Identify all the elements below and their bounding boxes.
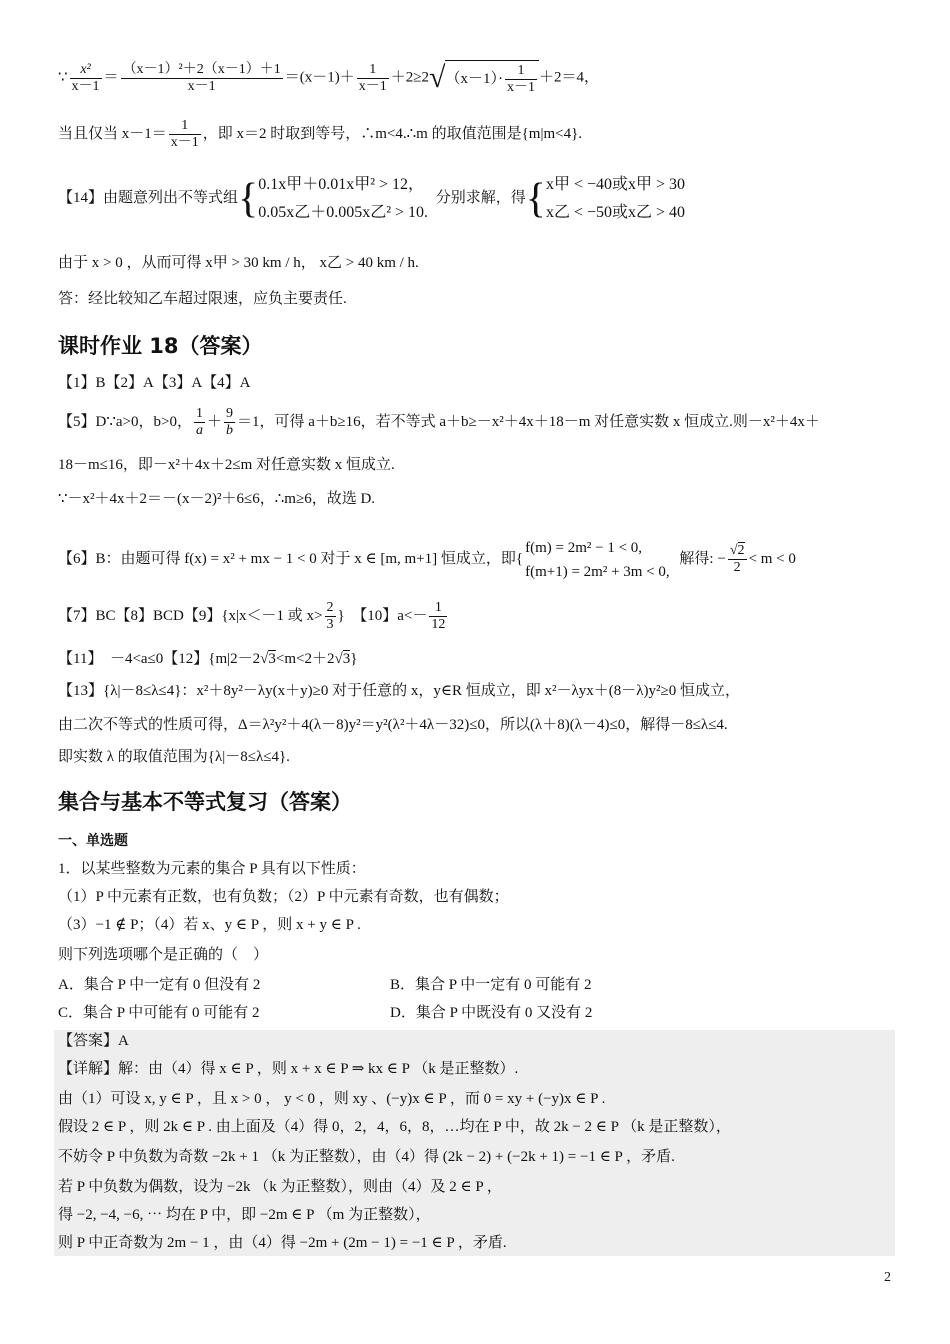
q1-stem: 1．以某些整数为元素的集合 P 具有以下性质： [58,861,366,877]
q6-line: 【6】B：由题可得 f(x) = x² + mx − 1 < 0 对于 x ∈ [m, m+1] 恒成立，即{ f(m) = 2m² − 1 < 0, f(m+1) = 2m² + 3m < 0, 解得: − $\frac{√2}{2}$ < m < 0 [58,532,796,586]
answer-label: 【答案】A [58,1033,129,1049]
q6-fraction: $\frac{√2}{2}$ [729,543,745,576]
inequality-system-1: 0.1x甲＋0.01x甲² > 12， 0.05x乙＋0.005x乙² > 10. [258,175,429,221]
because-symbol: ∵ [58,69,68,86]
option-c: C．集合 P 中可能有 0 可能有 2 [58,1005,260,1021]
answers-1-4: 【1】B【2】A【3】A【4】A [58,375,251,391]
left-brace: { [238,175,259,222]
detail-line-1: 【详解】解：由（4）得 x ∈ P ，则 x + x ∈ P ⇒ kx ∈ P （k 是正整数）. [58,1061,519,1077]
option-d: D．集合 P 中既没有 0 又没有 2 [390,1005,593,1021]
proof-line-1: ∵ $\frac{\text{x²}}{x-1}$ ＝ $\frac{\text{（x－1）²＋2（x－1）＋1}}{x-1}$ ＝(x－1)＋ $\frac{1}{x-1}$ ＋2≥2√（x－1）· $\frac{1}{x-1}$ ＋2＝4， [58,61,599,95]
q5-line-3: ∵－x²＋4x＋2＝－(x－2)²＋6≤6，∴m≥6，故选 D. [58,491,376,507]
section-title-review: 集合与基本不等式复习（答案） [58,790,352,814]
q1-question: 则下列选项哪个是正确的（ ） [58,947,269,963]
q14-answer: 答：经比较知乙车超过限速，应负主要责任. [58,291,347,307]
q1-property-1-2: （1）P 中元素有正数，也有负数；（2）P 中元素有奇数，也有偶数； [58,889,509,905]
q5-fraction-2: $\frac{9}{b}$ [225,406,233,438]
q1-property-3-4: （3）−1 ∉ P；（4）若 x、y ∈ P ，则 x + y ∈ P . [58,917,361,933]
fraction-1: $\frac{\text{x²}}{x-1}$ [71,61,100,94]
detail-line-5: 若 P 中负数为偶数，设为 −2k （k 为正整数），则由（4）及 2 ∈ P ， [58,1179,502,1195]
q5-line-1: 【5】D∵a>0，b>0， $\frac{1}{a}$ ＋ $\frac{9}{b}$ ＝1，可得 a＋b≥16，若不等式 a＋b≥－x²＋4x＋18－m 对任意实数 x 恒成立.则－x²＋4x＋ [58,406,820,438]
detail-line-4: 不妨令 P 中负数为奇数 −2k + 1 （k 为正整数），由（4）得 (2k − 2) + (−2k + 1) = −1 ∈ P ，矛盾. [58,1149,675,1165]
q14-system-line: 【14】由题意列出不等式组{ 0.1x甲＋0.01x甲² > 12， 0.05x乙＋0.005x乙² > 10. 分别求解，得{ x甲 < −40或x甲 > 30 x乙 < −50或x乙 > 40 [58,168,685,228]
detail-line-7: 则 P 中正奇数为 2m − 1 ，由（4）得 −2m + (2m − 1) = −1 ∈ P ，矛盾. [58,1235,507,1251]
inequality-system-2: x甲 < −40或x甲 > 30 x乙 < −50或x乙 > 40 [545,175,686,221]
answers-11-12: 【11】 －4<a≤0【12】{m|2－2√3<m<2＋2√3} [58,651,358,667]
detail-line-3: 假设 2 ∈ P ，则 2k ∈ P . 由上面及（4）得 0，2，4，6，8，…均在 P 中，故 2k − 2 ∈ P （k 是正整数）， [58,1119,731,1135]
fraction-5: $\frac{1}{x-1}$ [170,118,199,150]
q9-fraction: $\frac{2}{3}$ [326,600,334,632]
q14-line-2: 由于 x > 0 ，从而可得 x甲 > 30 km / h， x乙 > 40 km / h. [58,255,419,271]
q13-line-3: 即实数 λ 的取值范围为{λ|－8≤λ≤4}. [58,749,290,765]
q13-line-2: 由二次不等式的性质可得，Δ＝λ²y²＋4(λ－8)y²＝y²(λ²＋4λ－32)≤0，所以(λ＋8)(λ－4)≤0，解得－8≤λ≤4. [58,717,728,733]
sqrt-expression: √（x－1）· $\frac{1}{x-1}$ [429,60,539,96]
left-brace-2: { [525,175,546,222]
q13-line-1: 【13】{λ|－8≤λ≤4}：x²＋8y²－λy(x＋y)≥0 对于任意的 x，y∈R 恒成立，即 x²－λyx＋(8－λ)y²≥0 恒成立， [58,683,741,699]
page-number: 2 [884,1270,891,1285]
q10-fraction: $\frac{1}{12}$ [431,600,446,632]
q5-fraction-1: $\frac{1}{a}$ [195,406,203,438]
fraction-2: $\frac{\text{（x－1）²＋2（x－1）＋1}}{x-1}$ [122,61,281,94]
subsection-single-choice: 一、单选题 [58,833,128,849]
answers-7-10: 【7】BC【8】BCD【9】{x|x＜－1 或 x> $\frac{2}{3}$ } 【10】a<－ $\frac{1}{12}$ [58,600,446,632]
option-b: B．集合 P 中一定有 0 可能有 2 [390,977,592,993]
option-a: A．集合 P 中一定有 0 但没有 2 [58,977,261,993]
q5-line-2: 18－m≤16，即－x²＋4x＋2≤m 对任意实数 x 恒成立. [58,457,395,473]
section-title-hw18: 课时作业 18（答案） [58,334,263,358]
fraction-3: $\frac{1}{x-1}$ [358,61,387,94]
q6-system: f(m) = 2m² − 1 < 0, f(m+1) = 2m² + 3m < 0, [525,539,670,580]
detail-line-6: 得 −2, −4, −6, ⋯ 均在 P 中，即 −2m ∈ P （m 为正整数）， [58,1207,431,1223]
proof-line-2: 当且仅当 x－1＝ $\frac{1}{x-1}$ ，即 x＝2 时取到等号，∴m<4.∴m 的取值范围是{m|m<4}. [58,118,583,150]
detail-line-2: 由（1）可设 x, y ∈ P ，且 x > 0 ， y < 0 ，则 xy 、(−y)x ∈ P ，而 0 = xy + (−y)x ∈ P . [58,1091,606,1107]
